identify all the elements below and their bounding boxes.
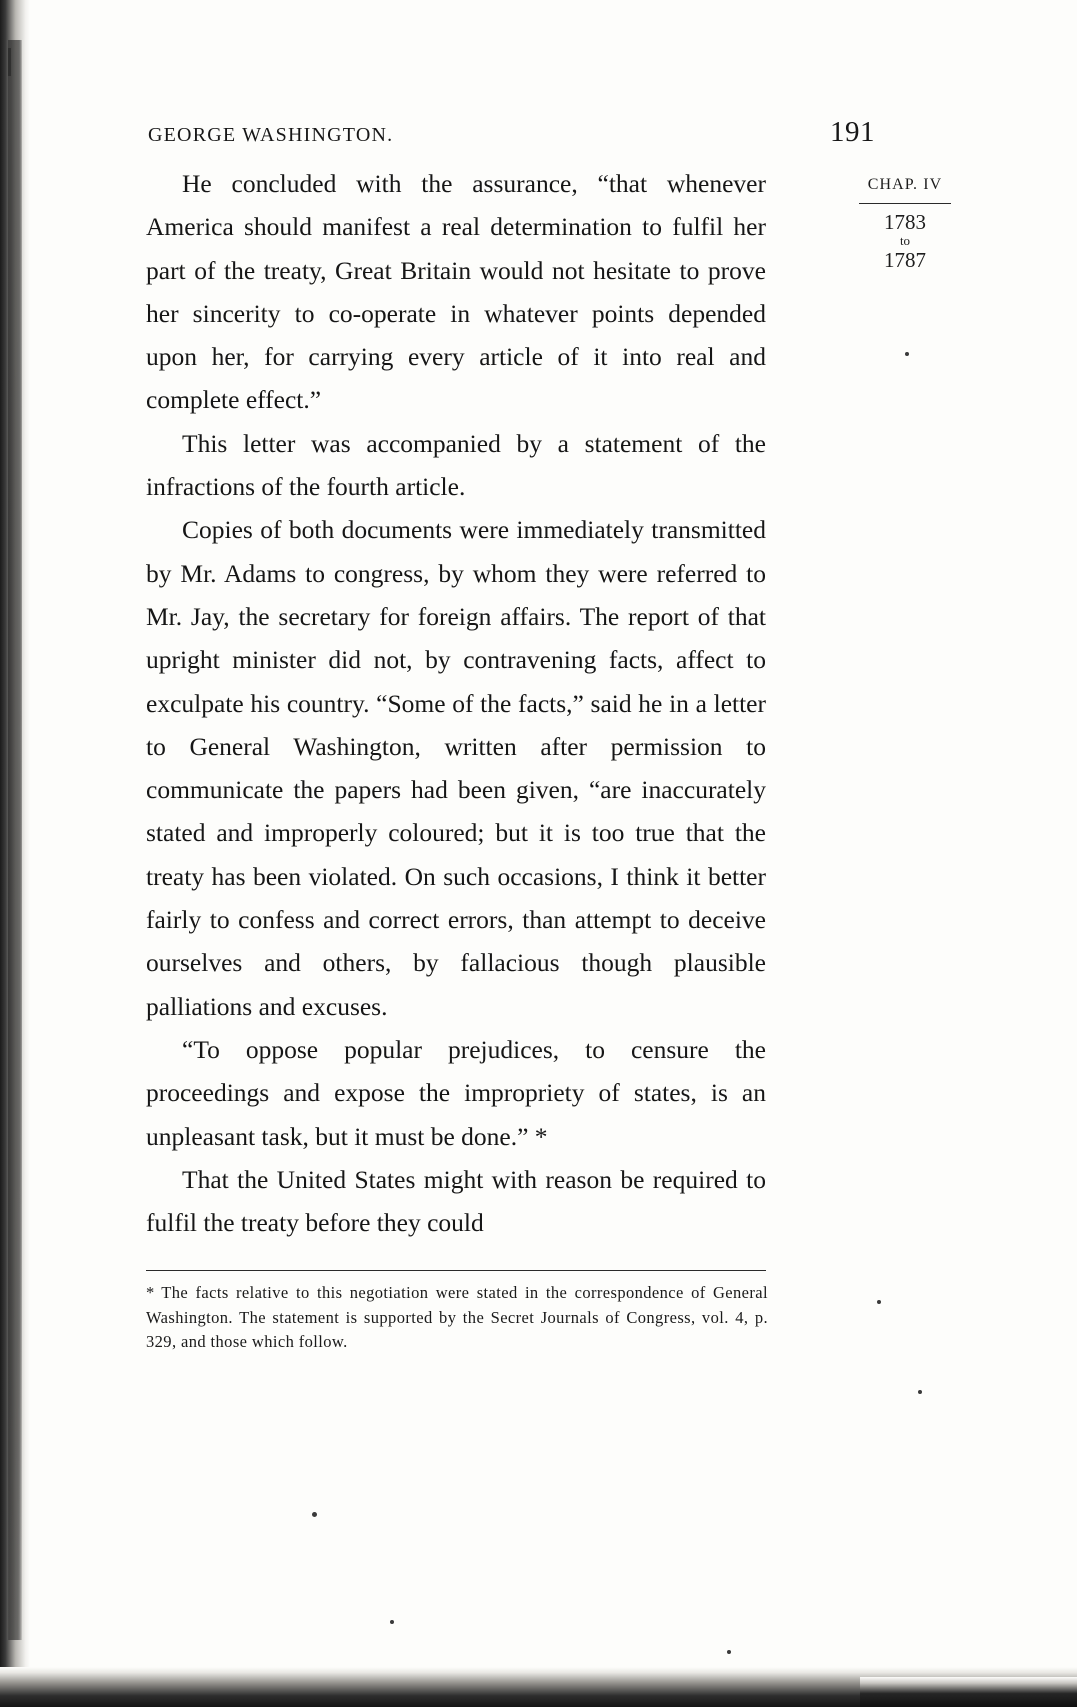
marginal-note bbox=[830, 176, 980, 273]
marginal-chapter-label: CHAP. IV bbox=[867, 176, 943, 193]
page-speck bbox=[312, 1512, 317, 1517]
footnote bbox=[146, 1281, 768, 1355]
body-text-column bbox=[146, 162, 766, 1244]
marginal-year-start: 1783 bbox=[884, 210, 926, 234]
marginal-divider bbox=[859, 203, 951, 204]
page-speck bbox=[390, 1620, 394, 1624]
footnote-marker: * bbox=[146, 1283, 155, 1302]
footnote-divider bbox=[146, 1270, 766, 1271]
body-paragraph: He concluded with the assurance, “that whenever America should manifest a real determination to fulfil her part of the treaty, Great Britain would not hesitate to prove her sincerity to co-operate in whatever points depended upon her, for carrying every article of it into real and complete effect.” bbox=[146, 169, 766, 415]
marginal-year-end: 1787 bbox=[884, 248, 926, 273]
footnote-text: The facts relative to this negotiation were stated in the correspondence of General Washington. The statement is supported by the Secret Journals of Congress, vol. 4, p. 329, and those which follow. bbox=[146, 1283, 768, 1351]
page-speck bbox=[877, 1300, 881, 1304]
body-paragraph: Copies of both documents were immediately transmitted by Mr. Adams to congress, by whom they were referred to Mr. Jay, the secretary for foreign affairs. The report of that upright minister did not, by contravening facts, affect to exculpate his country. “Some of the facts,” said he in a letter to General Washington, written after permission to communicate the papers had been given, “are inaccurately stated and improperly coloured; but it is too true that the treaty has been violated. On such occasions, I think it better fairly to confess and correct errors, than attempt to deceive ourselves and others, by fallacious though plausible palliations and excuses. bbox=[146, 515, 766, 1021]
body-paragraph: That the United States might with reason be required to fulfil the treaty before they could bbox=[146, 1164, 766, 1238]
page-speck bbox=[918, 1390, 922, 1394]
page-speck bbox=[905, 352, 909, 356]
running-head: GEORGE WASHINGTON. bbox=[148, 124, 394, 146]
page-number: 191 bbox=[830, 116, 875, 148]
body-paragraph: “To oppose popular prejudices, to censure the proceedings and expose the impropriety of states, is an unpleasant task, but it must be done.” * bbox=[146, 1034, 766, 1151]
marginal-year-connector: to bbox=[899, 233, 911, 249]
page-speck bbox=[727, 1650, 731, 1654]
body-paragraph: This letter was accompanied by a statement of the infractions of the fourth article. bbox=[146, 428, 766, 502]
